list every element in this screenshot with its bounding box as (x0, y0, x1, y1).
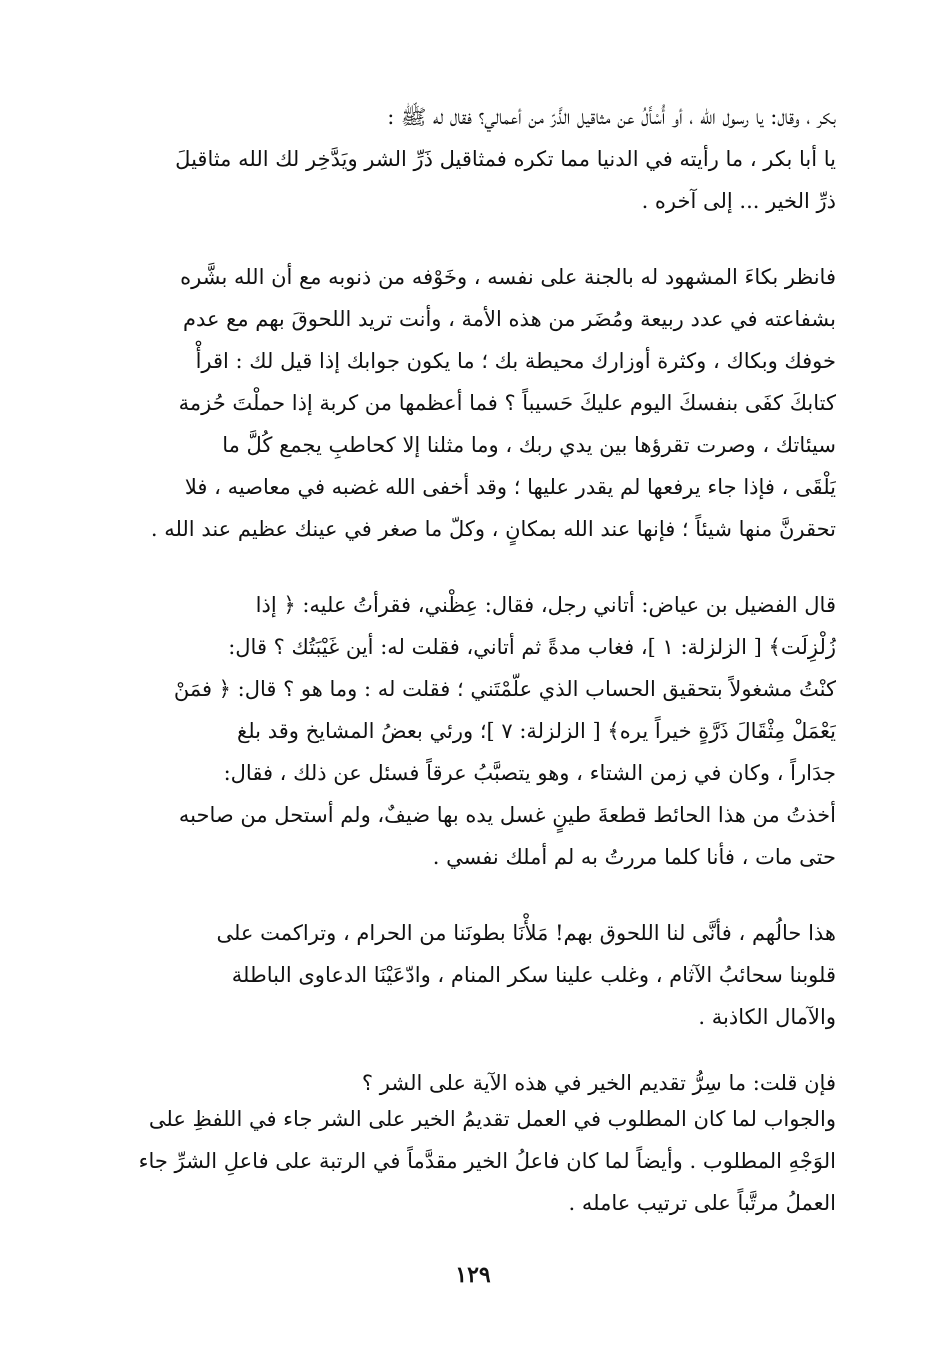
text-line: بكر ، وقال: يا رسول الله ، أو أُسْأَلُ عن مثاقيل الذَّرّ من أعمالي؟ فقال له ﷺ : (387, 105, 836, 129)
text-line: بشفاعته في عدد ربيعة ومُضَر من هذه الأمة ، وأنت تريد اللحوقَ بهم مع عدم (182, 307, 836, 331)
text-line: يَعْمَلْ مِثْقَالَ ذَرَّةٍ خيراً يره﴾ [ الزلزلة: ٧ ]؛ ورئي بعضُ المشايخ وقد بلغ (237, 719, 836, 743)
text-line: كنْتُ مشغولاً بتحقيق الحساب الذي علّمْتَني ؛ فقلت له : وما هو ؟ قال: ﴿ فمَنْ (173, 677, 836, 701)
text-line: جدَاراً ، وكان في زمن الشتاء ، وهو يتصبَّبُ عرقاً فسئل عن ذلك ، فقال: (223, 761, 836, 785)
text-line: هذا حالُهم ، فأنَّى لنا اللحوق بهم! مَلأْنَا بطونَنا من الحرام ، وتراكمت على (216, 921, 836, 945)
paragraph-our-state (118, 912, 836, 1038)
text-line: الوَجْهِ المطلوب . وأيضاً لما كان فاعلُ الخير مقدَّماً في الرتبة على فاعلِ الشرِّ جاء (138, 1149, 836, 1173)
text-line: فانظر بكاءَ المشهود له بالجنة على نفسه ، وخَوْفه من ذنوبه مع أن الله بشَّره (180, 265, 836, 289)
text-line: فإن قلت: ما سِرُّ تقديم الخير في هذه الآية على الشر ؟ (361, 1071, 836, 1095)
paragraph-abu-bakr (118, 96, 836, 222)
paragraph-reflection (118, 256, 836, 550)
page-number: ١٢٩ (455, 1262, 491, 1288)
text-line: خوفك وبكاك ، وكثرة أوزارك محيطة بك ؛ ما يكون جوابك إذا قيل لك : اقرأْ (195, 349, 836, 373)
text-line: قال الفضيل بن عياض: أتاني رجل، فقال: عِظْني، فقرأتُ عليه: ﴿ إذا (255, 593, 836, 617)
text-line: والجواب لما كان المطلوب في العمل تقديمُ الخير على الشر جاء في اللفظِ على (148, 1107, 836, 1131)
text-line: يا أبا بكر ، ما رأيته في الدنيا مما تكره فمثاقيل ذَرِّ الشر ويَدَّخِر لك الله مثاقيلَ (175, 147, 836, 171)
text-line: حتى مات ، فأنا كلما مررتُ به لم أملك نفسي . (432, 845, 836, 869)
paragraph-answer (118, 1098, 836, 1224)
paragraph-fudayl (118, 584, 836, 878)
text-line: قلوبنا سحائبُ الآثام ، وغلب علينا سكر المنام ، وادّعَيْنَا الدعاوى الباطلة (231, 963, 836, 987)
text-line: يَلْقَى ، فإذا جاء يرفعها لم يقدر عليها ؛ وقد أخفى الله غضبه في معاصيه ، فلا (184, 475, 836, 499)
text-line: سيئاتك ، وصرت تقرؤها بين يدي ربك ، وما مثلنا إلا كحاطبِ يجمع كُلَّ ما (222, 433, 836, 457)
text-line: أخذتُ من هذا الحائط قطعةَ طينٍ غسل يده بها ضيفٌ، ولم أستحل من صاحبه (178, 803, 836, 827)
text-line: ذرِّ الخير ... إلى آخره . (641, 189, 836, 213)
text-line: زُلْزِلَت﴾ [ الزلزلة: ١ ]، فغاب مدةً ثم أتاني، فقلت له: أين غَيْبَتُك ؟ قال: (228, 635, 836, 659)
text-line: العملُ مرتَّباً على ترتيب عامله . (568, 1191, 836, 1215)
text-line: والآمال الكاذبة . (698, 1005, 836, 1029)
text-line: كتابكَ كفَى بنفسكَ اليوم عليكَ حَسيباً ؟ فما أعظمها من كربة إذا حملْتَ حُزمة (178, 391, 836, 415)
text-line: تحقرنَّ منها شيئاً ؛ فإنها عند الله بمكانٍ ، وكلّ ما صغر في عينك عظيم عند الله . (150, 517, 836, 541)
